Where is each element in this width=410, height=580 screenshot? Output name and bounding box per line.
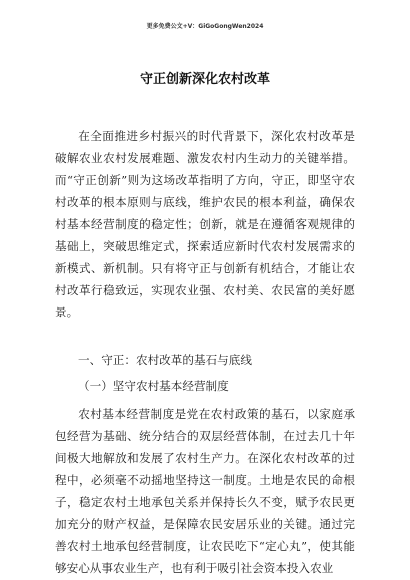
page-title: 守正创新深化农村改革 xyxy=(139,72,270,87)
section-heading: 一、守正：农村改革的基石与底线 xyxy=(78,353,252,367)
header-note: 更多免费公文+V：GiGoGongWen2024 xyxy=(146,23,264,30)
intro-paragraph: 在全面推进乡村振兴的时代背景下，深化农村改革是破解农业农村发展难题、激发农村内生动力的关键举措。而“守正创新”则为这场改革指明了方向，守正，即坚守农村改革的根本原则与底线，维护农民的根本利益，确保农村基本经营制度的稳定性；创新，就是在遵循客观规律的基础上，突破思维定式，探索适应新时代农村发展需求的新模式、新机制。只有将守正与创新有机结合，才能让农村改革行稳致远，实现农业强、农村美、农民富的美好愿景。 xyxy=(55,129,355,319)
body-paragraph: 农村基本经营制度是党在农村政策的基石，以家庭承包经营为基础、统分结合的双层经营体制，在过去几十年间极大地解放和发展了农村生产力。在深化农村改革的过程中，必须毫不动摇地坚持这一制度。土地是农民的命根子，稳定农村土地承包关系并保持长久不变，赋予农民更加充分的财产权益，是保障农民安居乐业的关键。通过完善农村土地承包经营制度，让农民吃下“定心丸”，使其能够安心从事农业生产，也有利于吸引社会资本投入农业 xyxy=(55,407,355,575)
subsection-heading: （一）坚守农村基本经营制度 xyxy=(78,379,229,393)
